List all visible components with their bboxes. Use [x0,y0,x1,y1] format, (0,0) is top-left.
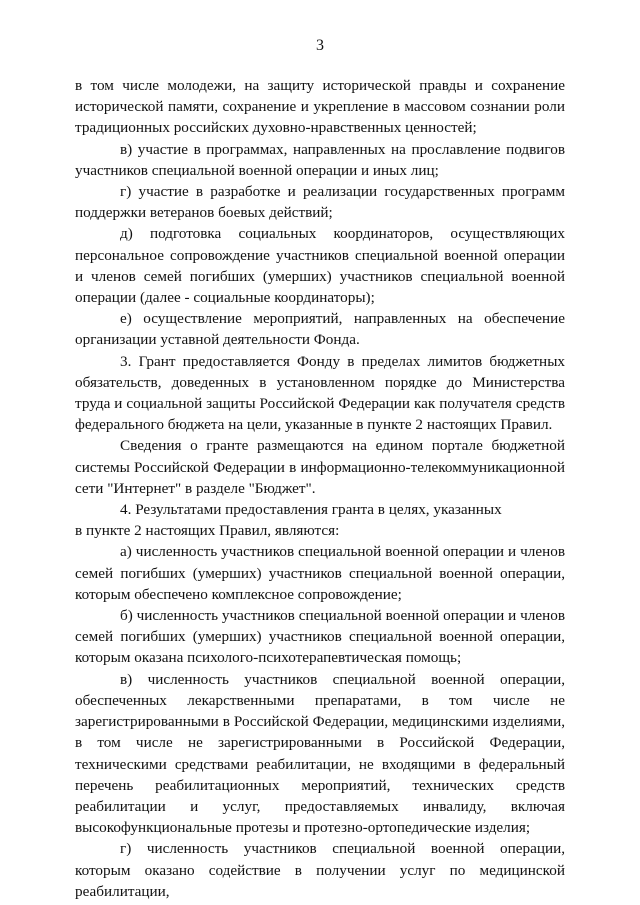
paragraph-result-a: а) численность участников специальной военной операции и членов семей погибших (умерших) участников специальной военной операции, которым обеспечено комплексное сопровождение; [75,543,565,603]
paragraph-item-g: г) участие в разработке и реализации государственных программ поддержки ветеранов боевых действий; [75,183,565,222]
paragraph-result-b: б) численность участников специальной военной операции и членов семей погибших (умерших) участников специальной военной операции, которым оказана психолого-психотерапевтическая помощь; [75,607,565,667]
document-body [75,75,565,902]
paragraph-continuation: в том числе молодежи, на защиту исторической правды и сохранение исторической памяти, сохранение и укрепление в массовом сознании роли традиционных российских духовно-нравственных ценностей; [75,77,565,137]
paragraph-item-d: д) подготовка социальных координаторов, осуществляющих персональное сопровождение участников специальной военной операции и членов семей погибших (умерших) участников специальной военной операции (далее - социальные координаторы); [75,225,565,307]
paragraph-grant-info: Сведения о гранте размещаются на едином портале бюджетной системы Российской Федерации в информационно-телекоммуникационной сети "Интернет" в разделе "Бюджет". [75,437,565,497]
paragraph-item-e: е) осуществление мероприятий, направленных на обеспечение организации уставной деятельности Фонда. [75,310,565,349]
page-number: 3 [316,37,324,54]
paragraph-result-g: г) численность участников специальной военной операции, которым оказано содействие в получении услуг по медицинской реабилитации, [75,840,565,900]
paragraph-clause-4: 4. Результатами предоставления гранта в целях, указанных в пункте 2 настоящих Правил, являются: [75,501,502,540]
paragraph-item-v: в) участие в программах, направленных на прославление подвигов участников специальной военной операции и иных лиц; [75,140,565,179]
paragraph-clause-3: 3. Грант предоставляется Фонду в пределах лимитов бюджетных обязательств, доведенных в установленном порядке до Министерства труда и социальной защиты Российской Федерации как получателя средств федерального бюджета на цели, указанные в пункте 2 настоящих Правил. [75,352,565,434]
paragraph-result-v: в) численность участников специальной военной операции, обеспеченных лекарственными препаратами, в том числе не зарегистрированными в Российской Федерации, медицинскими изделиями, в том числе не зарегистрированными в Российской Федерации, техническими средствами реабилитации, не входящими в федеральный перечень реабилитационных мероприятий, технических средств реабилитации и услуг, предоставляемых инвалиду, включая высокофункциональные протезы и протезно-ортопедические изделия; [75,670,565,837]
